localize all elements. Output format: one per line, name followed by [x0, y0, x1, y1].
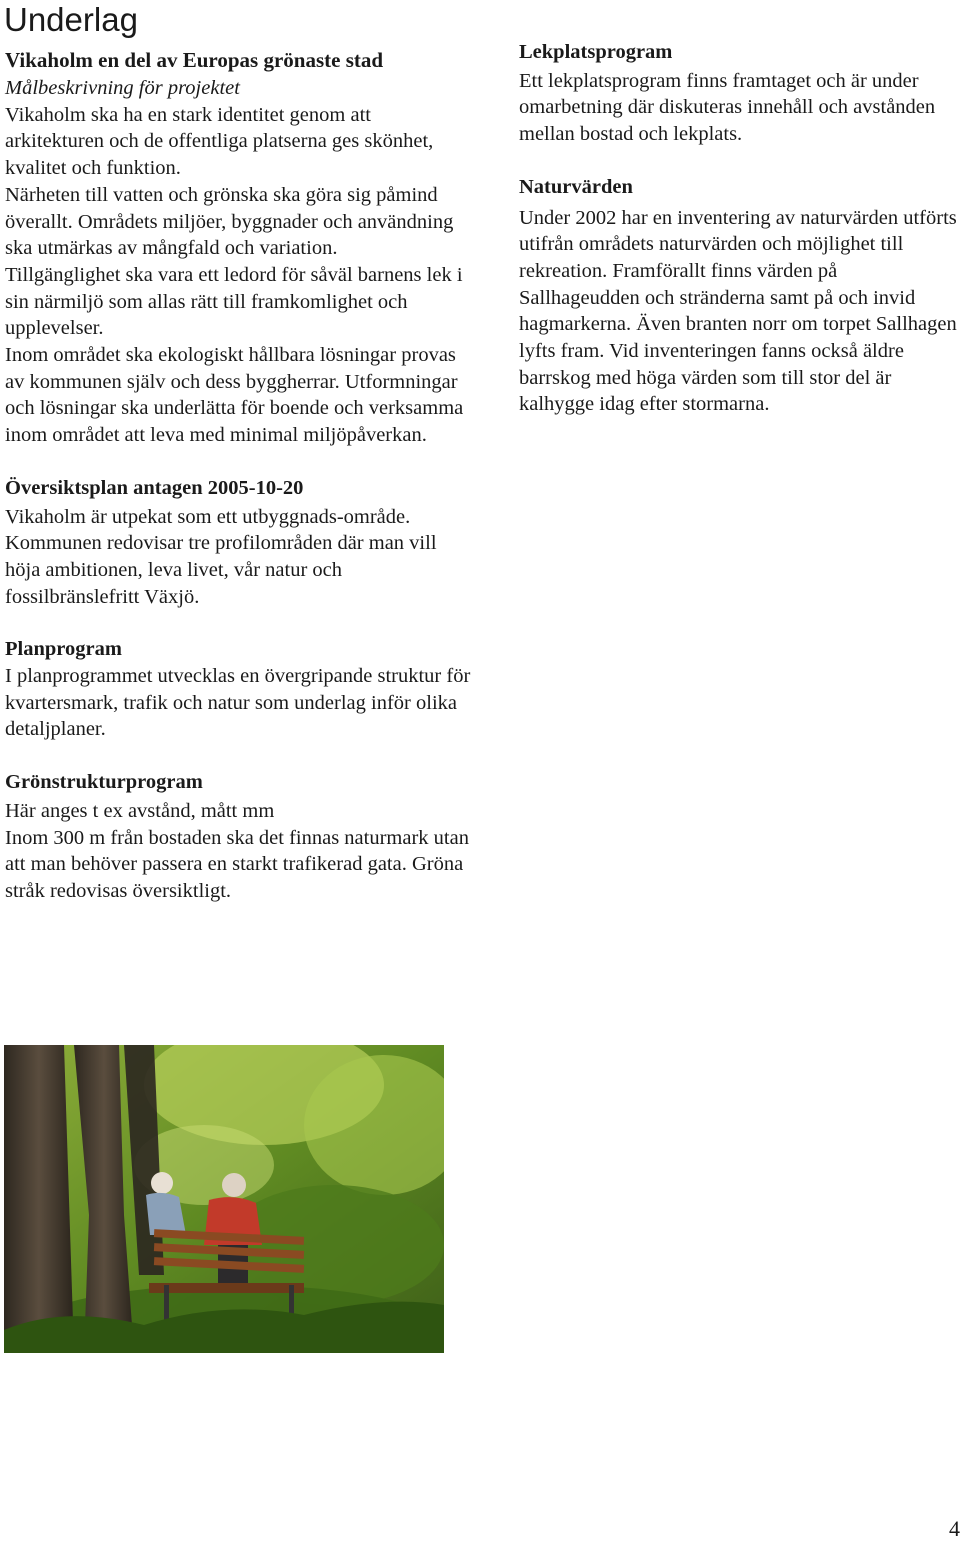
right-column	[519, 39, 959, 418]
left-column	[5, 45, 475, 905]
section-heading-naturvarden: Naturvärden	[519, 175, 633, 198]
paragraph-oversiktsplan: Vikaholm är utpekat som ett utbyggnads-område. Kommunen redovisar tre profilområden där man vill höja ambitionen, leva livet, vår natur och fossilbränslefritt Växjö.	[5, 505, 437, 608]
section-subheading-malbeskrivning: Målbeskrivning för projektet	[5, 77, 240, 99]
paragraph-naturvarden: Under 2002 har en inventering av naturvärden utförts utifrån områdets naturvärden och möjlighet till rekreation. Framförallt finns värden på Sallhageudden och stränderna samt på och invid hagmarkerna. Även branten norr om torpet Sallhagen lyfts fram. Vid inventeringen fanns också äldre barrskog med höga värden som till stor del är kalhygge idag efter stormarna.	[519, 206, 957, 416]
section-heading-lekplatsprogram: Lekplatsprogram	[519, 41, 673, 63]
paragraph-avstand: Här anges t ex avstånd, mått mm	[5, 799, 275, 822]
section-heading-oversiktsplan: Översiktsplan antagen 2005-10-20	[5, 476, 304, 499]
page-title: Underlag	[4, 1, 138, 38]
section-heading-planprogram: Planprogram	[5, 638, 122, 661]
section-heading-europas-gronaste-stad: Vikaholm en del av Europas grönaste stad	[5, 48, 384, 72]
park-bench-photo	[4, 1045, 444, 1353]
section-heading-gronstrukturprogram: Grönstrukturprogram	[5, 771, 203, 794]
page-number: 4	[949, 1516, 960, 1541]
paragraph-lekplatsprogram: Ett lekplatsprogram finns framtaget och är under omarbetning där diskuteras innehåll och avstånden mellan bostad och lekplats.	[519, 69, 936, 146]
paragraph-naturmark: Inom 300 m från bostaden ska det finnas naturmark utan att man behöver passera en starkt trafikerad gata. Gröna stråk redovisas översiktligt.	[5, 826, 469, 902]
paragraph-planprogram: I planprogrammet utvecklas en övergripande struktur för kvartersmark, trafik och natur som underlag inför olika detaljplaner.	[5, 665, 471, 741]
paragraph-identitet: Vikaholm ska ha en stark identitet genom att arkitekturen och de offentliga platserna ges skönhet, kvalitet och funktion.	[5, 103, 434, 180]
paragraph-narheten: Närheten till vatten och grönska ska göra sig påmind överallt. Områdets miljöer, byggnader och användning ska utmärkas av mångfald och variation.	[5, 183, 454, 260]
paragraph-tillganglighet: Tillgänglighet ska vara ett ledord för såväl barnens lek i sin närmiljö som allas rätt till framkomlighet och upplevelser.	[5, 263, 463, 340]
paragraph-ekologiskt: Inom området ska ekologiskt hållbara lösningar provas av kommunen själv och dess byggherrar. Utformningar och lösningar ska underlätta för boende och verksamma inom området att leva med minimal miljöpåverkan.	[5, 344, 464, 447]
